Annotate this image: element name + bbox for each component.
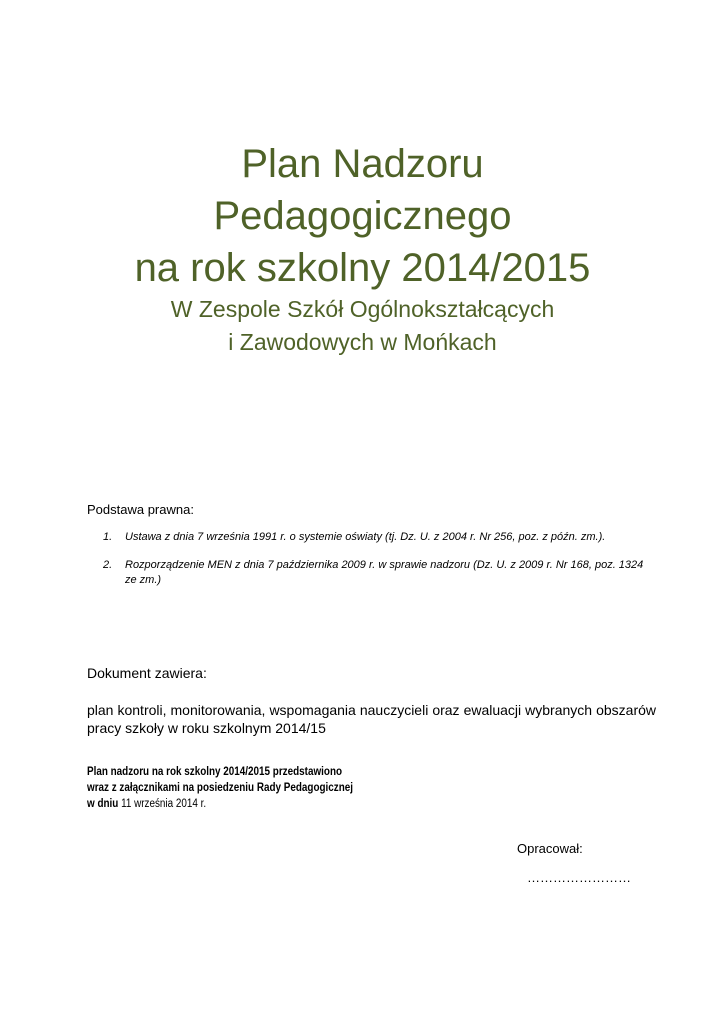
list-item-number: 2. [103,559,113,571]
title-line-3: na rok szkolny 2014/2015 [134,246,591,290]
presentation-note [87,764,353,812]
presentation-line-1: Plan nadzoru na rok szkolny 2014/2015 przedstawiono [87,766,343,778]
presentation-date-label: w dniu [87,798,119,810]
presentation-line-3 [87,796,353,812]
legal-basis-heading: Podstawa prawna: [87,502,194,517]
list-item-text: Rozporządzenie MEN z dnia 7 października 2009 r. w sprawie nadzoru (Dz. U. z 2009 r. Nr 168, poz. 1324 ze zm.) [125,559,644,586]
presentation-line-2: wraz z załącznikami na posiedzeniu Rady Pedagogicznej [87,782,354,794]
subtitle-line-1: W Zespole Szkół Ogólnokształcących [170,296,555,322]
list-item-text: Ustawa z dnia 7 września 1991 r. o systemie oświaty (tj. Dz. U. z 2004 r. Nr 256, poz. z późn. zm.). [125,531,606,543]
list-item [87,558,657,588]
prepared-by-label: Opracował: [517,841,583,856]
signature-line: …………………… [527,870,631,885]
contents-heading: Dokument zawiera: [87,665,207,681]
legal-basis-section [87,502,657,601]
title-line-1: Plan Nadzoru [241,142,484,186]
legal-basis-list [87,530,657,588]
list-item-number: 1. [103,531,113,543]
subtitle-line-2: i Zawodowych w Mońkach [228,329,497,355]
list-item [87,530,657,545]
document-contents-section [87,665,656,737]
title-line-2: Pedagogicznego [213,194,512,238]
presentation-date: 11 września 2014 r. [118,798,207,810]
document-title [0,138,725,359]
contents-text: plan kontroli, monitorowania, wspomagania nauczycieli oraz ewaluacji wybranych obszarów pracy szkoły w roku szkolnym 2014/15 [87,702,656,736]
